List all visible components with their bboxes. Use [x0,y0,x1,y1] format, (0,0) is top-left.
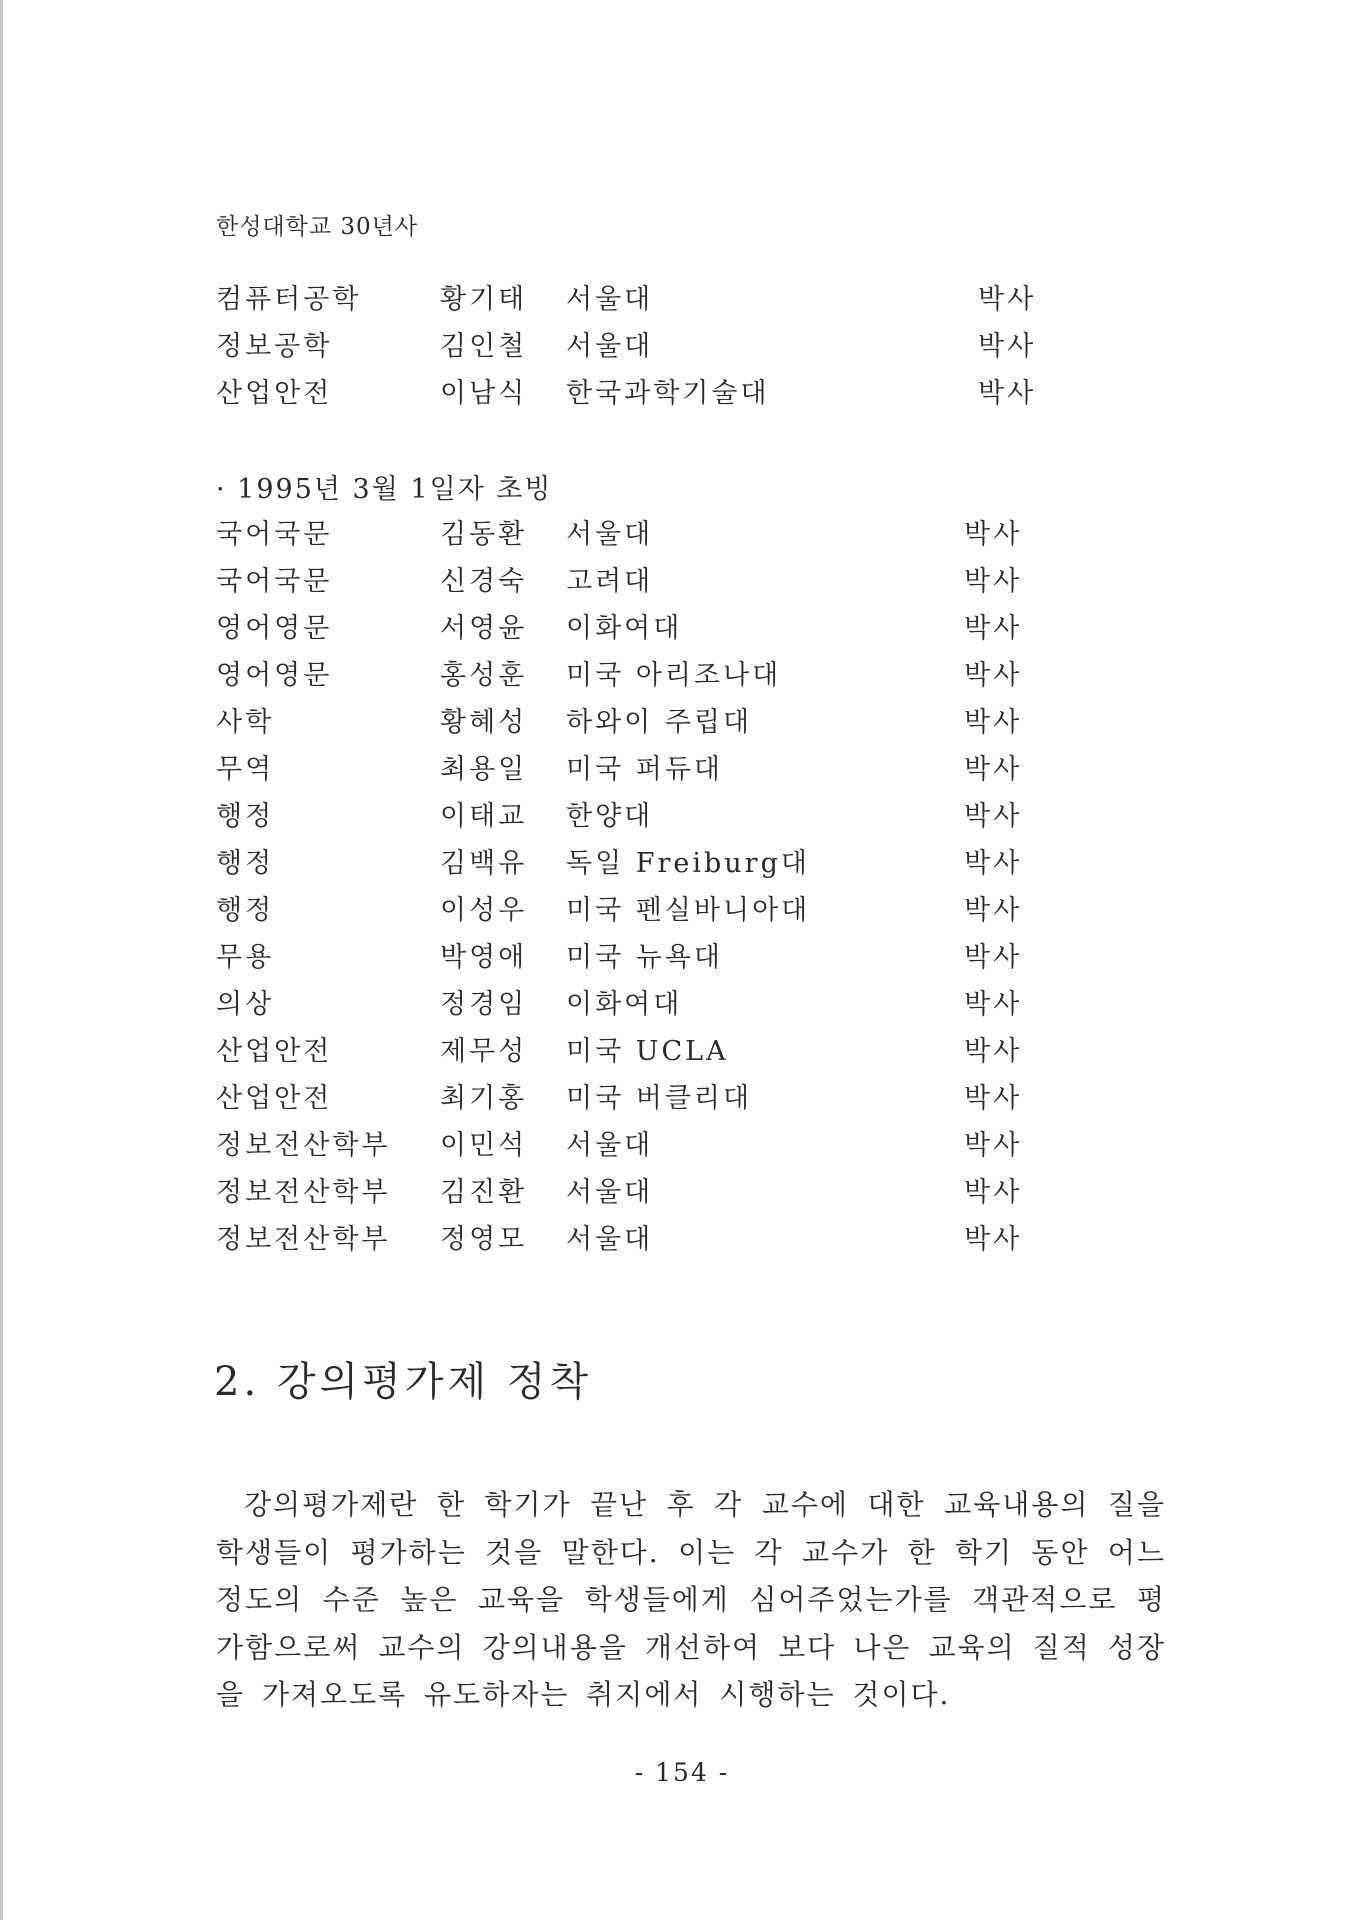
dept-cell: 행정 [216,801,275,832]
page-number: - 154 - [634,1758,730,1787]
dept-cell: 산업안전 [216,1083,333,1114]
dept-cell: 컴퓨터공학 [216,284,362,315]
running-header: 한성대학교 30년사 [216,214,419,240]
name-cell: 김백유 [440,848,528,879]
degree-cell: 박사 [964,707,1023,738]
degree-cell: 박사 [964,754,1023,785]
name-cell: 홍성훈 [440,660,528,691]
school-cell: 이화여대 [566,989,683,1020]
degree-cell: 박사 [964,1036,1023,1067]
name-cell: 김진환 [440,1177,528,1208]
dept-cell: 무역 [216,754,275,785]
degree-cell: 박사 [964,566,1023,597]
name-cell: 황혜성 [440,707,528,738]
dept-cell: 의상 [216,989,275,1020]
name-cell: 신경숙 [440,566,528,597]
school-cell: 한국과학기술대 [566,378,770,409]
degree-cell: 박사 [964,1224,1023,1255]
dept-cell: 무용 [216,942,275,973]
school-cell: 서울대 [566,1224,654,1255]
school-cell: 서울대 [566,519,654,550]
school-cell: 서울대 [566,1177,654,1208]
school-cell: 하와이 주립대 [566,707,753,738]
dept-cell: 사학 [216,707,275,738]
dept-cell: 국어국문 [216,566,333,597]
name-cell: 최용일 [440,754,528,785]
degree-cell: 박사 [964,1130,1023,1161]
degree-cell: 박사 [964,942,1023,973]
degree-cell: 박사 [978,284,1037,315]
degree-cell: 박사 [978,331,1037,362]
name-cell: 제무성 [440,1036,528,1067]
name-cell: 최기홍 [440,1083,528,1114]
school-cell: 미국 뉴욕대 [566,942,723,973]
degree-cell: 박사 [964,1083,1023,1114]
section-marker: · 1995년 3월 1일자 초빙 [216,474,553,505]
name-cell: 이남식 [440,378,528,409]
school-cell: 고려대 [566,566,654,597]
dept-cell: 행정 [216,848,275,879]
dept-cell: 산업안전 [216,378,333,409]
name-cell: 서영윤 [440,613,528,644]
dept-cell: 행정 [216,895,275,926]
degree-cell: 박사 [964,848,1023,879]
name-cell: 이성우 [440,895,528,926]
school-cell: 미국 퍼듀대 [566,754,723,785]
name-cell: 정경임 [440,989,528,1020]
degree-cell: 박사 [964,1177,1023,1208]
degree-cell: 박사 [964,519,1023,550]
dept-cell: 정보전산학부 [216,1177,391,1208]
school-cell: 서울대 [566,284,654,315]
dept-cell: 영어영문 [216,660,333,691]
school-cell: 이화여대 [566,613,683,644]
name-cell: 김동환 [440,519,528,550]
degree-cell: 박사 [964,895,1023,926]
school-cell: 서울대 [566,331,654,362]
name-cell: 박영애 [440,942,528,973]
degree-cell: 박사 [978,378,1037,409]
school-cell: 미국 아리조나대 [566,660,782,691]
school-cell: 미국 버클리대 [566,1083,753,1114]
name-cell: 김인철 [440,331,528,362]
school-cell: 미국 펜실바니아대 [566,895,811,926]
degree-cell: 박사 [964,989,1023,1020]
school-cell: 미국 UCLA [566,1036,729,1067]
name-cell: 정영모 [440,1224,528,1255]
dept-cell: 국어국문 [216,519,333,550]
dept-cell: 정보공학 [216,331,333,362]
dept-cell: 정보전산학부 [216,1130,391,1161]
name-cell: 이태교 [440,801,528,832]
degree-cell: 박사 [964,613,1023,644]
dept-cell: 정보전산학부 [216,1224,391,1255]
school-cell: 독일 Freiburg대 [566,848,810,879]
degree-cell: 박사 [964,660,1023,691]
body-paragraph: 강의평가제란 한 학기가 끝난 후 각 교수에 대한 교육내용의 질을 학생들이 평가하는 것을 말한다. 이는 각 교수가 한 학기 동안 어느 정도의 수준 높은 교육을 학생들에게 심어주었는가를 객관적으로 평가함으로써 교수의 강의내용을 개선하여 보다 나은 교육의 질적 성장을 가져오도록 유도하자는 취지에서 시행하는 것이다. [216,1488,1166,1711]
school-cell: 한양대 [566,801,654,832]
section-heading: 2. 강의평가제 정착 [214,1359,593,1405]
name-cell: 이민석 [440,1130,528,1161]
school-cell: 서울대 [566,1130,654,1161]
degree-cell: 박사 [964,801,1023,832]
dept-cell: 영어영문 [216,613,333,644]
name-cell: 황기태 [440,284,528,315]
page-edge [0,0,3,1920]
dept-cell: 산업안전 [216,1036,333,1067]
